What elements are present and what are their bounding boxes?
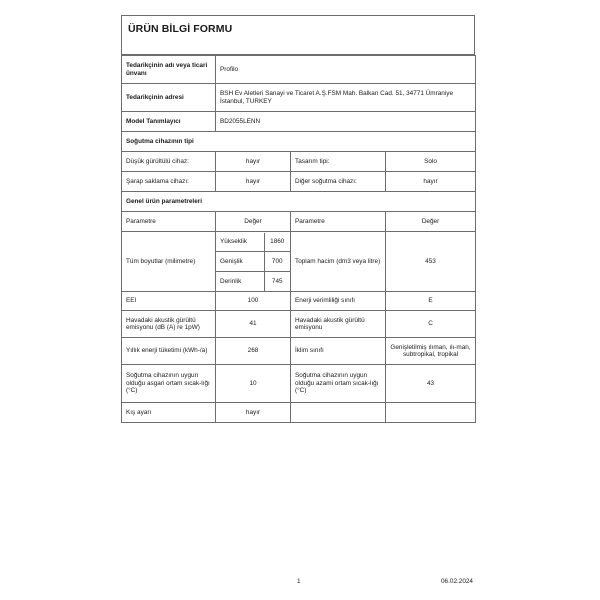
height-row [216, 233, 290, 252]
footer-date: 06.02.2024 [441, 578, 473, 585]
low-noise-value: hayır [216, 152, 291, 172]
supplier-name-row [122, 56, 476, 84]
design-type-value: Solo [386, 152, 476, 172]
height-value: 1860 [270, 238, 285, 246]
winter-setting-label: Kış ayarı [122, 403, 216, 423]
winter-setting-value: hayır [216, 403, 291, 423]
noise-row [122, 311, 476, 338]
dimensions-cell [216, 232, 291, 292]
height-label: Yükseklik [216, 233, 264, 252]
energy-class-value: E [386, 292, 476, 311]
value-column-header: Değer [216, 212, 291, 232]
dimensions-subtable [216, 233, 290, 291]
annual-energy-value: 268 [216, 338, 291, 365]
noise-emission-value: 41 [216, 311, 291, 338]
model-value: BD2055LENN [216, 112, 476, 132]
model-row [122, 112, 476, 132]
value-column-header-2: Değer [386, 212, 476, 232]
supplier-address-label: Tedarikçinin adresi [122, 84, 216, 112]
noise-class-label: Havadaki akustik gürültü emisyonu [291, 311, 386, 338]
supplier-name-value: Profilo [216, 56, 476, 84]
max-temp-value: 43 [386, 365, 476, 403]
product-info-table [121, 55, 476, 423]
appliance-type-heading-row [122, 132, 476, 152]
model-label: Model Tanımlayıcı [122, 112, 216, 132]
depth-label: Derinlik [216, 272, 264, 291]
energy-consumption-row [122, 338, 476, 365]
width-label: Genişlik [216, 252, 264, 272]
wine-storage-value: hayır [216, 172, 291, 192]
form-title-box [121, 15, 475, 55]
supplier-name-label: Tedarikçinin adı veya ticari ünvanı [122, 56, 216, 84]
other-appliance-value: hayır [386, 172, 476, 192]
low-noise-label: Düşük gürültülü cihaz: [122, 152, 216, 172]
ambient-temperature-row [122, 365, 476, 403]
empty-cell [291, 403, 386, 423]
supplier-address-row [122, 84, 476, 112]
energy-class-label: Enerji verimliliği sınıfı [291, 292, 386, 311]
page-number: 1 [297, 578, 301, 585]
appliance-type-row-2 [122, 172, 476, 192]
dimensions-row [122, 232, 476, 292]
eei-value: 100 [216, 292, 291, 311]
depth-row [216, 272, 290, 291]
appliance-type-heading: Soğutma cihazının tipi [122, 132, 476, 152]
params-heading: Genel ürün parametreleri [122, 192, 476, 212]
empty-cell [386, 403, 476, 423]
appliance-type-row-1 [122, 152, 476, 172]
param-column-header-2: Parametre [291, 212, 386, 232]
form-title: ÜRÜN BİLGİ FORMU [128, 23, 233, 35]
climate-class-value: Genişletilmiş ılıman, ılı-man, subtropikal, tropikal [386, 338, 476, 365]
total-volume-label: Toplam hacim (dm3 veya litre) [291, 232, 386, 292]
depth-value: 745 [264, 272, 290, 291]
wine-storage-label: Şarap saklama cihazı: [122, 172, 216, 192]
supplier-address-value: BSH Ev Aletleri Sanayi ve Ticaret A.Ş.FSM Mah. Balkan Cad. 51, 34771 Ümraniye İstanbul, TURKEY [216, 84, 476, 112]
noise-class-value: C [386, 311, 476, 338]
winter-setting-row [122, 403, 476, 423]
climate-class-label: İklim sınıfı [291, 338, 386, 365]
min-temp-label: Soğutma cihazının uygun olduğu asgari ortam sıcak-lığı (°C) [122, 365, 216, 403]
param-column-header: Parametre [122, 212, 216, 232]
total-volume-value: 453 [386, 232, 476, 292]
params-header-row [122, 212, 476, 232]
design-type-label: Tasarım tipi: [291, 152, 386, 172]
params-heading-row [122, 192, 476, 212]
annual-energy-label: Yıllık enerji tüketimi (kWh-/a) [122, 338, 216, 365]
dimensions-label: Tüm boyutlar (milimetre) [122, 232, 216, 292]
width-row [216, 252, 290, 272]
min-temp-value: 10 [216, 365, 291, 403]
width-value: 700 [264, 252, 290, 272]
other-appliance-label: Diğer soğutma cihazı: [291, 172, 386, 192]
eei-row [122, 292, 476, 311]
noise-emission-label: Havadaki akustik gürültü emisyonu (dB (A) re 1pW) [122, 311, 216, 338]
eei-label: EEI [122, 292, 216, 311]
max-temp-label: Soğutma cihazının uygun olduğu azami ortam sıcak-lığı (°C) [291, 365, 386, 403]
